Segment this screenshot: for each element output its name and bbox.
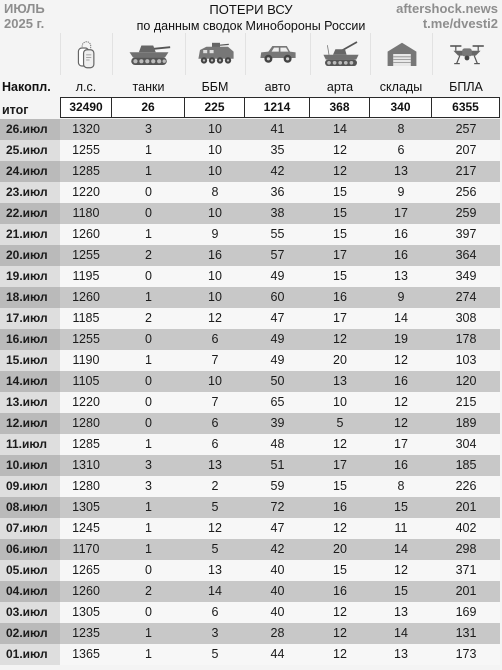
row-personnel-value: 1245 (72, 521, 100, 535)
row-vehicles-value: 51 (270, 458, 285, 472)
row-date: 25.июл (0, 140, 60, 161)
title-block (116, 2, 386, 34)
row-depots-value: 13 (394, 605, 408, 619)
row-artillery-value: 12 (333, 143, 347, 157)
table-row (0, 392, 500, 413)
total-personnel: 32490 (60, 97, 112, 118)
row-vehicles-value: 28 (270, 626, 285, 640)
row-depots-value: 14 (394, 311, 408, 325)
row-drones-value: 131 (455, 626, 477, 640)
row-personnel-value: 1285 (72, 437, 100, 451)
row-vehicles-value: 49 (270, 353, 285, 367)
icon-cell-vehicles (245, 33, 310, 75)
row-vehicles-value: 50 (270, 374, 285, 388)
row-date: 26.июл (0, 119, 60, 140)
daily-rows (0, 119, 500, 665)
row-personnel-value: 1185 (72, 311, 100, 325)
row-tanks-value: 1 (145, 521, 152, 535)
row-date: 17.июл (0, 308, 60, 329)
row-armored-value: 16 (208, 248, 222, 262)
column-header-drones: БПЛА (449, 80, 483, 94)
row-tanks-value: 0 (145, 563, 152, 577)
row-vehicles-value: 60 (270, 290, 285, 304)
row-drones-value: 259 (455, 206, 477, 220)
row-drones-value: 402 (455, 521, 477, 535)
row-drones-value: 201 (455, 584, 477, 598)
row-artillery-value: 17 (333, 458, 347, 472)
row-artillery-value: 12 (333, 647, 347, 661)
table-row (0, 518, 500, 539)
row-tanks-value: 2 (145, 248, 152, 262)
row-depots-value: 19 (394, 332, 408, 346)
row-personnel-value: 1170 (72, 542, 100, 556)
row-tanks-value: 3 (145, 122, 152, 136)
row-armored-value: 6 (211, 416, 219, 430)
row-drones-value: 308 (455, 311, 477, 325)
row-artillery-value: 12 (333, 626, 347, 640)
row-vehicles-value: 59 (270, 479, 285, 493)
row-tanks-value: 1 (145, 164, 152, 178)
row-depots-value: 15 (394, 584, 408, 598)
row-armored-value: 5 (211, 647, 219, 661)
chart-subtitle: по данным сводок Минобороны России (136, 19, 366, 33)
row-artillery-value: 13 (333, 374, 347, 388)
row-tanks-value: 1 (145, 290, 152, 304)
row-artillery-value: 16 (333, 584, 347, 598)
row-tanks-value: 3 (145, 479, 152, 493)
row-artillery-value: 17 (333, 311, 347, 325)
total-vehicles: 1214 (245, 97, 310, 118)
row-artillery-value: 14 (333, 122, 347, 136)
row-artillery-value: 16 (333, 290, 347, 304)
row-date: 13.июл (0, 392, 60, 413)
table-row (0, 161, 500, 182)
row-personnel-value: 1235 (72, 626, 100, 640)
row-depots-value: 12 (394, 416, 408, 430)
row-personnel-value: 1265 (72, 563, 100, 577)
drone-icon (447, 41, 487, 67)
row-artillery-value: 16 (333, 500, 347, 514)
row-depots-value: 17 (394, 206, 408, 220)
total-depots: 340 (370, 97, 432, 118)
row-tanks-value: 0 (145, 395, 152, 409)
artillery-icon (321, 39, 361, 69)
chart-title: ПОТЕРИ ВСУ (209, 2, 293, 17)
table-row (0, 539, 500, 560)
row-date: 12.июл (0, 413, 60, 434)
table-row (0, 266, 500, 287)
row-date: 02.июл (0, 623, 60, 644)
row-armored-value: 10 (208, 374, 222, 388)
row-tanks-value: 1 (145, 227, 152, 241)
row-tanks-value: 0 (145, 185, 152, 199)
row-personnel-value: 1255 (72, 332, 100, 346)
column-header-vehicles: авто (264, 80, 291, 94)
table-row (0, 581, 500, 602)
source-channel: t.me/dvesti2 (422, 16, 498, 31)
table-row (0, 140, 500, 161)
row-artillery-value: 15 (333, 206, 347, 220)
row-vehicles-value: 40 (270, 584, 285, 598)
table-row (0, 182, 500, 203)
row-depots-value: 12 (394, 563, 408, 577)
row-artillery-value: 12 (333, 332, 347, 346)
row-vehicles-value: 42 (270, 542, 285, 556)
row-depots-value: 13 (394, 269, 408, 283)
row-depots-value: 13 (394, 164, 408, 178)
warehouse-icon (386, 40, 418, 68)
row-personnel-value: 1280 (72, 479, 100, 493)
row-tanks-value: 1 (145, 143, 152, 157)
row-tanks-value: 1 (145, 437, 152, 451)
row-personnel-value: 1310 (72, 458, 100, 472)
icon-cell-armored (185, 33, 245, 75)
row-vehicles-value: 36 (270, 185, 285, 199)
row-armored-value: 10 (208, 206, 222, 220)
row-depots-value: 11 (394, 521, 408, 535)
icon-cell-empty (0, 33, 60, 75)
row-tanks-value: 3 (145, 458, 152, 472)
month-label: ИЮЛЬ (4, 1, 45, 16)
row-drones-value: 397 (455, 227, 477, 241)
row-drones-value: 371 (455, 563, 477, 577)
row-date: 22.июл (0, 203, 60, 224)
table-row (0, 455, 500, 476)
row-vehicles-value: 44 (270, 647, 285, 661)
row-date: 15.июл (0, 350, 60, 371)
row-tanks-value: 2 (145, 584, 152, 598)
row-armored-value: 6 (211, 437, 219, 451)
row-tanks-value: 0 (145, 269, 152, 283)
row-personnel-value: 1260 (72, 227, 100, 241)
row-drones-value: 189 (455, 416, 477, 430)
total-label: итог (2, 103, 29, 117)
row-date: 23.июл (0, 182, 60, 203)
source-block (396, 1, 498, 31)
row-tanks-value: 1 (145, 353, 152, 367)
row-depots-value: 8 (397, 122, 405, 136)
row-tanks-value: 0 (145, 206, 152, 220)
row-drones-value: 178 (455, 332, 477, 346)
row-drones-value: 173 (455, 647, 477, 661)
row-armored-value: 5 (211, 500, 219, 514)
row-depots-value: 16 (394, 248, 408, 262)
row-armored-value: 10 (208, 164, 222, 178)
icon-cell-personnel (60, 33, 112, 75)
row-personnel-value: 1255 (72, 143, 100, 157)
row-vehicles-value: 49 (270, 269, 285, 283)
row-date: 07.июл (0, 518, 60, 539)
row-armored-value: 12 (208, 311, 222, 325)
row-vehicles-value: 72 (270, 500, 285, 514)
row-vehicles-value: 39 (270, 416, 285, 430)
totals-row (0, 97, 500, 118)
row-depots-value: 9 (397, 185, 405, 199)
table-row (0, 329, 500, 350)
row-vehicles-value: 38 (270, 206, 285, 220)
row-armored-value: 14 (208, 584, 222, 598)
cumulative-label: Накопл. (2, 80, 51, 94)
row-depots-value: 6 (397, 143, 405, 157)
row-armored-value: 3 (211, 626, 219, 640)
row-drones-value: 185 (455, 458, 477, 472)
row-depots-value: 16 (394, 227, 408, 241)
row-date: 06.июл (0, 539, 60, 560)
row-vehicles-value: 49 (270, 332, 285, 346)
row-personnel-value: 1305 (72, 500, 100, 514)
row-tanks-value: 1 (145, 500, 152, 514)
row-personnel-value: 1180 (72, 206, 100, 220)
row-depots-value: 8 (397, 479, 405, 493)
table-row (0, 476, 500, 497)
row-drones-value: 217 (455, 164, 477, 178)
table-row (0, 308, 500, 329)
row-vehicles-value: 55 (270, 227, 285, 241)
row-vehicles-value: 65 (270, 395, 285, 409)
table-row (0, 644, 500, 665)
row-drones-value: 201 (455, 500, 477, 514)
row-armored-value: 13 (208, 458, 222, 472)
column-header-personnel: л.с. (75, 80, 97, 94)
row-armored-value: 10 (208, 290, 222, 304)
car-icon (258, 42, 298, 66)
total-artillery: 368 (310, 97, 370, 118)
row-date: 01.июл (0, 644, 60, 665)
row-personnel-value: 1255 (72, 248, 100, 262)
table-row (0, 602, 500, 623)
row-armored-value: 10 (208, 143, 222, 157)
row-vehicles-value: 40 (270, 605, 285, 619)
row-armored-value: 6 (211, 332, 219, 346)
row-vehicles-value: 35 (270, 143, 285, 157)
row-artillery-value: 15 (333, 227, 347, 241)
row-drones-value: 226 (455, 479, 477, 493)
row-date: 05.июл (0, 560, 60, 581)
row-tanks-value: 0 (145, 416, 152, 430)
table-row (0, 434, 500, 455)
row-tanks-value: 1 (145, 542, 152, 556)
row-date: 08.июл (0, 497, 60, 518)
row-date: 18.июл (0, 287, 60, 308)
row-date: 03.июл (0, 602, 60, 623)
row-armored-value: 10 (208, 122, 222, 136)
row-depots-value: 12 (394, 395, 408, 409)
row-tanks-value: 1 (145, 626, 152, 640)
row-drones-value: 274 (455, 290, 477, 304)
column-header-row (0, 78, 500, 97)
table-row (0, 350, 500, 371)
row-tanks-value: 0 (145, 374, 152, 388)
column-header-artillery: арта (326, 80, 354, 94)
row-vehicles-value: 42 (270, 164, 285, 178)
table-row (0, 287, 500, 308)
table-row (0, 413, 500, 434)
row-artillery-value: 12 (333, 521, 347, 535)
row-tanks-value: 0 (145, 332, 152, 346)
row-drones-value: 120 (455, 374, 477, 388)
row-personnel-value: 1220 (72, 395, 100, 409)
source-site: aftershock.news (396, 1, 498, 16)
icon-cell-depots (370, 33, 432, 75)
row-drones-value: 298 (455, 542, 477, 556)
row-vehicles-value: 57 (270, 248, 285, 262)
row-depots-value: 16 (394, 458, 408, 472)
total-tanks: 26 (112, 97, 185, 118)
row-depots-value: 15 (394, 500, 408, 514)
row-artillery-value: 12 (333, 437, 347, 451)
total-drones: 6355 (432, 97, 500, 118)
row-armored-value: 10 (208, 269, 222, 283)
row-personnel-value: 1195 (72, 269, 100, 283)
row-date: 20.июл (0, 245, 60, 266)
period-block (4, 1, 45, 31)
row-vehicles-value: 47 (270, 521, 285, 535)
row-drones-value: 257 (455, 122, 477, 136)
row-vehicles-value: 40 (270, 563, 285, 577)
row-armored-value: 12 (208, 521, 222, 535)
row-tanks-value: 0 (145, 605, 152, 619)
row-date: 11.июл (0, 434, 60, 455)
row-drones-value: 103 (455, 353, 477, 367)
row-depots-value: 17 (394, 437, 408, 451)
tank-icon (127, 41, 171, 67)
row-armored-value: 2 (211, 479, 219, 493)
table-row (0, 245, 500, 266)
row-vehicles-value: 47 (270, 311, 285, 325)
dog-tag-icon (75, 38, 99, 70)
table-row (0, 119, 500, 140)
row-date: 09.июл (0, 476, 60, 497)
row-armored-value: 5 (211, 542, 219, 556)
row-depots-value: 12 (394, 353, 408, 367)
row-date: 24.июл (0, 161, 60, 182)
row-personnel-value: 1190 (72, 353, 100, 367)
row-date: 19.июл (0, 266, 60, 287)
armored-vehicle-icon (196, 41, 236, 67)
row-date: 14.июл (0, 371, 60, 392)
row-vehicles-value: 48 (270, 437, 285, 451)
table-row (0, 560, 500, 581)
row-drones-value: 256 (455, 185, 477, 199)
row-drones-value: 215 (455, 395, 477, 409)
row-depots-value: 13 (394, 647, 408, 661)
column-header-armored: ББМ (201, 80, 229, 94)
row-personnel-value: 1260 (72, 290, 100, 304)
column-header-depots: склады (379, 80, 423, 94)
row-drones-value: 364 (455, 248, 477, 262)
row-armored-value: 7 (211, 353, 219, 367)
row-personnel-value: 1220 (72, 185, 100, 199)
table-row (0, 623, 500, 644)
row-personnel-value: 1305 (72, 605, 100, 619)
row-personnel-value: 1105 (72, 374, 100, 388)
icon-cell-drones (432, 33, 500, 75)
row-armored-value: 13 (208, 563, 222, 577)
total-armored: 225 (185, 97, 245, 118)
table-row (0, 203, 500, 224)
row-armored-value: 9 (211, 227, 219, 241)
table-row (0, 224, 500, 245)
row-artillery-value: 15 (333, 269, 347, 283)
row-artillery-value: 15 (333, 479, 347, 493)
row-personnel-value: 1280 (72, 416, 100, 430)
table-row (0, 497, 500, 518)
category-icons-row (0, 33, 500, 75)
row-armored-value: 6 (211, 605, 219, 619)
row-drones-value: 349 (455, 269, 477, 283)
icon-cell-tanks (112, 33, 185, 75)
row-drones-value: 304 (455, 437, 477, 451)
row-artillery-value: 15 (333, 185, 347, 199)
row-vehicles-value: 41 (270, 122, 285, 136)
row-tanks-value: 2 (145, 311, 152, 325)
row-tanks-value: 1 (145, 647, 152, 661)
row-artillery-value: 20 (333, 353, 347, 367)
row-date: 16.июл (0, 329, 60, 350)
row-artillery-value: 10 (333, 395, 347, 409)
row-drones-value: 207 (455, 143, 477, 157)
row-artillery-value: 12 (333, 164, 347, 178)
row-date: 10.июл (0, 455, 60, 476)
table-row (0, 371, 500, 392)
row-drones-value: 169 (455, 605, 477, 619)
row-artillery-value: 17 (333, 248, 347, 262)
row-depots-value: 14 (394, 542, 408, 556)
row-artillery-value: 15 (333, 563, 347, 577)
column-header-tanks: танки (132, 80, 165, 94)
row-date: 04.июл (0, 581, 60, 602)
row-personnel-value: 1285 (72, 164, 100, 178)
row-armored-value: 7 (211, 395, 219, 409)
row-artillery-value: 20 (333, 542, 347, 556)
row-personnel-value: 1365 (72, 647, 100, 661)
row-date: 21.июл (0, 224, 60, 245)
row-depots-value: 16 (394, 374, 408, 388)
row-personnel-value: 1320 (72, 122, 100, 136)
row-depots-value: 14 (394, 626, 408, 640)
row-artillery-value: 12 (333, 605, 347, 619)
year-label: 2025 г. (4, 16, 45, 31)
row-depots-value: 9 (397, 290, 405, 304)
row-armored-value: 8 (211, 185, 219, 199)
icon-cell-artillery (310, 33, 370, 75)
row-personnel-value: 1260 (72, 584, 100, 598)
row-artillery-value: 5 (336, 416, 344, 430)
